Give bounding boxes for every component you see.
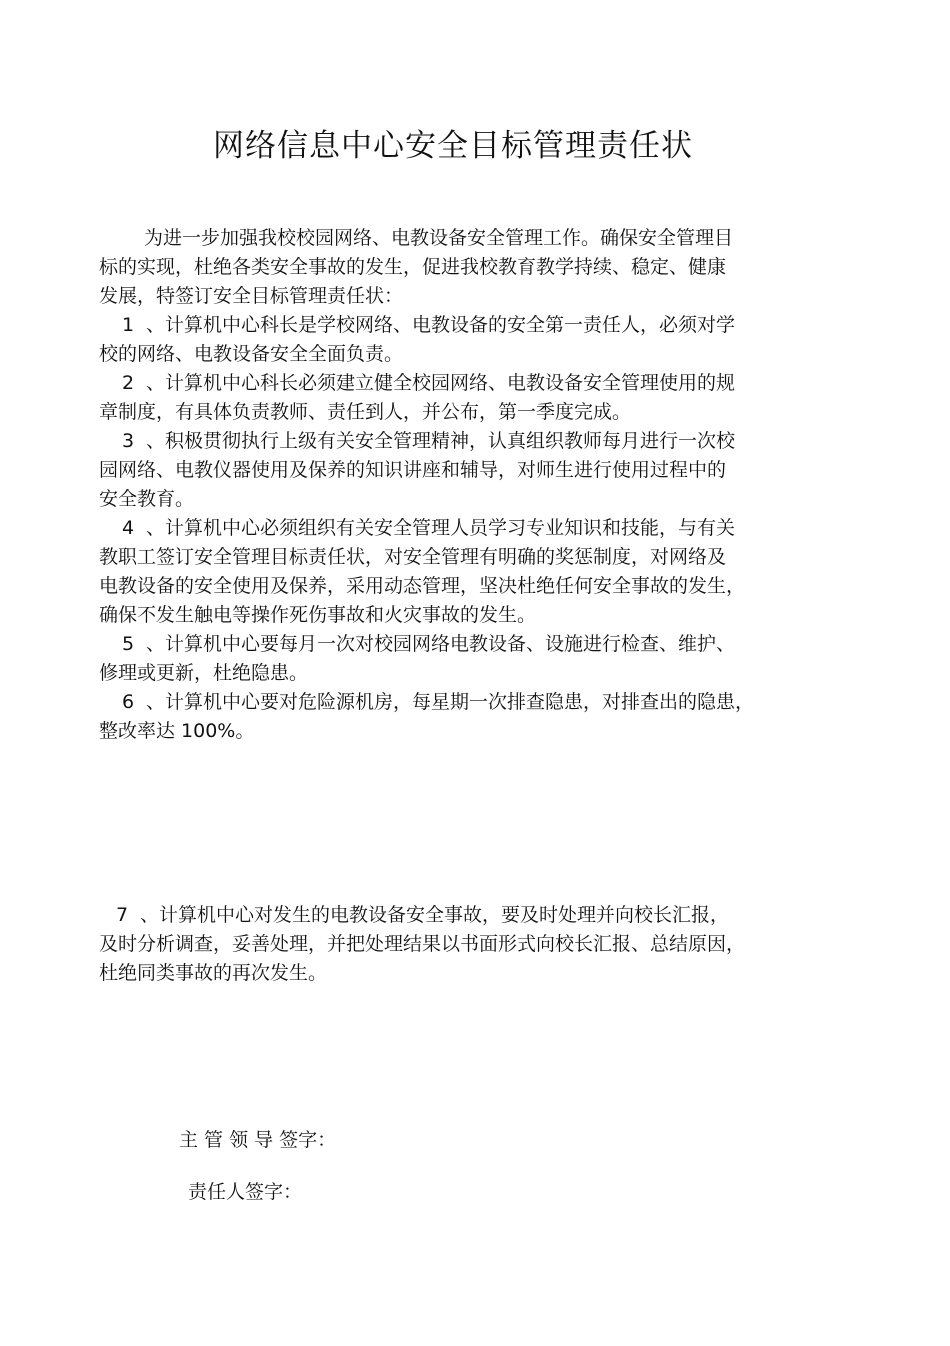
clause-3-line <box>122 427 735 456</box>
clause-5-line: 修理或更新，杜绝隐患。 <box>99 662 309 684</box>
clause-7-line <box>116 901 729 930</box>
clause-1-line <box>122 311 735 340</box>
clause-text: 、计算机中心要对危险源机房，每星期一次排查隐患，对排查出的隐患， <box>146 691 755 713</box>
clause-text: 、计算机中心科长必须建立健全校园网络、电教设备安全管理使用的规 <box>146 372 736 394</box>
clause-5-line <box>122 630 735 659</box>
responsible-signature-label: 责任人签字： <box>188 1181 303 1203</box>
intro-line: 发展，特签订安全目标管理责任状： <box>99 285 404 307</box>
clause-number: 1 <box>122 314 135 336</box>
document-title: 网络信息中心安全目标管理责任状 <box>213 128 693 164</box>
clause-6-line <box>122 688 754 717</box>
clause-6-line: 整改率达 100%。 <box>99 720 255 742</box>
clause-text: 、计算机中心对发生的电教设备安全事故，要及时处理并向校长汇报， <box>140 904 730 926</box>
clause-number: 4 <box>122 517 135 539</box>
clause-number: 2 <box>122 372 135 394</box>
clause-text: 、计算机中心要每月一次对校园网络电教设备、设施进行检查、维护、 <box>146 633 736 655</box>
clause-3-line: 园网络、电教仪器使用及保养的知识讲座和辅导，对师生进行使用过程中的 <box>99 459 727 481</box>
clause-text: 、积极贯彻执行上级有关安全管理精神，认真组织教师每月进行一次校 <box>146 430 736 452</box>
clause-1-line: 校的网络、电教设备安全全面负责。 <box>99 343 404 365</box>
intro-line: 标的实现，杜绝各类安全事故的发生，促进我校教育教学持续、稳定、健康 <box>99 256 727 278</box>
clause-2-line <box>122 369 735 398</box>
clause-4-line: 教职工签订安全管理目标责任状，对安全管理有明确的奖惩制度，对网络及 <box>99 546 727 568</box>
clause-2-line: 章制度，有具体负责教师、责任到人，并公布，第一季度完成。 <box>99 401 632 423</box>
clause-number: 5 <box>122 633 135 655</box>
clause-text: 、计算机中心必须组织有关安全管理人员学习专业知识和技能，与有关 <box>146 517 736 539</box>
clause-number: 7 <box>116 904 129 926</box>
leader-signature-label: 主 管 领 导 签字： <box>179 1129 337 1151</box>
clause-4-line: 电教设备的安全使用及保养，采用动态管理，坚决杜绝任何安全事故的发生， <box>99 575 746 597</box>
intro-line: 为进一步加强我校校园网络、电教设备安全管理工作。确保安全管理目 <box>144 227 734 249</box>
clause-4-line: 确保不发生触电等操作死伤事故和火灾事故的发生。 <box>99 604 537 626</box>
clause-4-line <box>122 514 735 543</box>
clause-text: 、计算机中心科长是学校网络、电教设备的安全第一责任人，必须对学 <box>146 314 736 336</box>
clause-7-line: 及时分析调查，妥善处理，并把处理结果以书面形式向校长汇报、总结原因， <box>99 933 746 955</box>
clause-number: 6 <box>122 691 135 713</box>
clause-3-line: 安全教育。 <box>99 488 195 510</box>
clause-number: 3 <box>122 430 135 452</box>
clause-7-line: 杜绝同类事故的再次发生。 <box>99 962 328 984</box>
